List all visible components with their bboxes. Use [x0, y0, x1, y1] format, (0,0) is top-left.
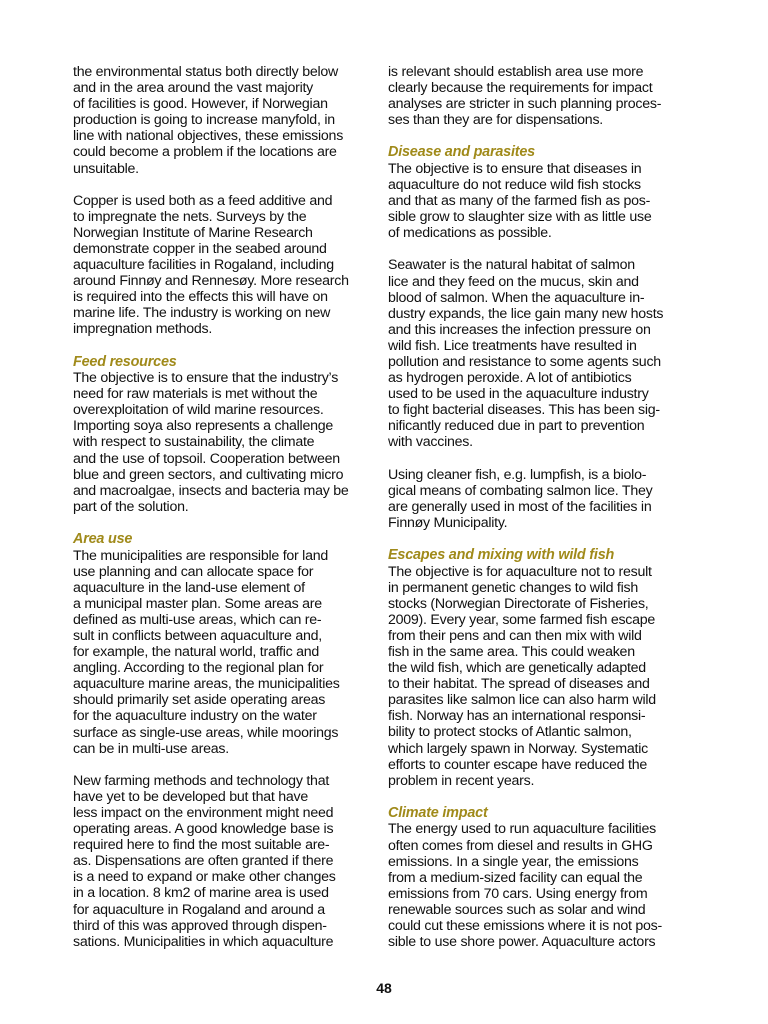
text-line: defined as multi-use areas, which can re-	[73, 611, 322, 628]
text-line: bility to protect stocks of Atlantic salmon,	[388, 724, 632, 741]
text-line: and in the area around the vast majority	[73, 80, 314, 97]
text-line: part of the solution.	[73, 498, 189, 515]
text-line: parasites like salmon lice can also harm wild	[388, 692, 656, 709]
text-line: for aquaculture in Rogaland and around a	[73, 901, 325, 918]
paragraph	[388, 161, 688, 241]
text-line: operating areas. A good knowledge base is	[73, 821, 334, 838]
text-line: 2009). Every year, some farmed fish escape	[388, 611, 656, 628]
text-line: often comes from diesel and results in GHG	[388, 837, 653, 854]
text-line: and the use of topsoil. Cooperation between	[73, 450, 340, 467]
text-line: fish. Norway has an international responsi-	[388, 708, 646, 725]
section-heading-feed-resources: Feed resources	[73, 353, 177, 370]
text-line: could cut these emissions where it is not pos-	[388, 918, 662, 934]
text-line: from a medium-sized facility can equal the	[388, 869, 643, 886]
text-line: to their habitat. The spread of diseases and	[388, 676, 650, 693]
text-line: the wild fish, which are genetically adapted	[388, 660, 646, 677]
text-line: is required into the effects this will have on	[73, 289, 328, 306]
text-line: clearly because the requirements for impact	[388, 80, 653, 97]
text-line: sations. Municipalities in which aquaculture	[73, 933, 334, 950]
text-line: a municipal master plan. Some areas are	[73, 595, 322, 612]
text-line: in permanent genetic changes to wild fish	[388, 579, 639, 596]
text-line: unsuitable.	[73, 160, 139, 177]
text-line: demonstrate copper in the seabed around	[73, 240, 327, 257]
section-heading-escapes-and-mixing: Escapes and mixing with wild fish	[388, 546, 615, 563]
text-line: to impregnate the nets. Surveys by the	[73, 208, 307, 225]
section-heading-disease-and-parasites: Disease and parasites	[388, 144, 535, 161]
text-line: nificantly reduced due in part to prevention	[388, 418, 645, 435]
text-line: is a need to expand or make other changes	[73, 869, 336, 886]
text-line: use planning and can allocate space for	[73, 563, 314, 580]
text-line: can be in multi-use areas.	[73, 740, 229, 757]
text-line: wild fish. Lice treatments have resulted in	[388, 337, 637, 354]
left-column	[73, 64, 373, 950]
text-line: and this increases the infection pressure on	[388, 321, 651, 338]
text-line: Copper is used both as a feed additive and	[73, 192, 333, 209]
text-line: Seawater is the natural habitat of salmon	[388, 257, 635, 274]
text-line: fish in the same area. This could weaken	[388, 644, 635, 660]
text-line: aquaculture do not reduce wild fish stocks	[388, 177, 641, 194]
text-line: less impact on the environment might need	[73, 804, 334, 821]
text-line: and macroalgae, insects and bacteria may be	[73, 482, 349, 499]
text-line: for example, the natural world, traffic and	[73, 644, 320, 661]
paragraph	[73, 64, 373, 177]
page-number: 48	[376, 980, 392, 996]
text-line: need for raw materials is met without the	[73, 386, 318, 403]
text-line: emissions from 70 cars. Using energy from	[388, 885, 648, 902]
text-line: have yet to be developed but that have	[73, 788, 309, 805]
right-column	[388, 64, 688, 950]
text-line: are generally used in most of the facilities in	[388, 498, 652, 515]
text-line: The objective is for aquaculture not to result	[388, 563, 652, 580]
paragraph	[73, 773, 373, 950]
text-line: from their pens and can then mix with wild	[388, 627, 642, 644]
paragraph	[388, 564, 688, 789]
paragraph	[388, 64, 688, 128]
text-line: used to be used in the aquaculture industry	[388, 386, 649, 403]
text-line: The energy used to run aquaculture facilities	[388, 821, 656, 838]
text-line: aquaculture facilities in Rogaland, including	[73, 257, 334, 274]
text-line: renewable sources such as solar and wind	[388, 901, 646, 918]
text-line: pollution and resistance to some agents such	[388, 354, 661, 370]
text-line: in a location. 8 km2 of marine area is used	[73, 885, 329, 902]
paragraph	[388, 257, 688, 450]
text-line: Using cleaner fish, e.g. lumpfish, is a biolo-	[388, 466, 647, 483]
text-line: for the aquaculture industry on the water	[73, 708, 317, 725]
text-line: marine life. The industry is working on new	[73, 305, 331, 322]
text-line: as hydrogen peroxide. A lot of antibiotics	[388, 370, 632, 387]
text-line: efforts to counter escape have reduced the	[388, 756, 647, 773]
text-line: line with national objectives, these emissions	[73, 128, 344, 145]
text-line: production is going to increase manyfold, in	[73, 112, 335, 129]
text-line: which largely spawn in Norway. Systematic	[388, 740, 648, 757]
text-line: and that as many of the farmed fish as pos-	[388, 193, 651, 210]
text-line: blue and green sectors, and cultivating micro	[73, 466, 344, 483]
text-line: should primarily set aside operating areas	[73, 692, 326, 709]
text-line: The municipalities are responsible for land	[73, 547, 329, 564]
text-line: aquaculture in the land-use element of	[73, 579, 305, 596]
text-line: Norwegian Institute of Marine Research	[73, 224, 313, 241]
text-line: could become a problem if the locations are	[73, 144, 337, 161]
text-line: ses than they are for dispensations.	[388, 112, 603, 129]
text-line: is relevant should establish area use more	[388, 64, 644, 80]
paragraph	[388, 467, 688, 531]
paragraph	[73, 548, 373, 757]
text-line: surface as single-use areas, while moorings	[73, 724, 339, 741]
text-line: required here to find the most suitable are-	[73, 837, 330, 854]
text-line: of facilities is good. However, if Norwegian	[73, 96, 328, 113]
text-line: to fight bacterial diseases. This has been sig-	[388, 402, 660, 419]
text-line: impregnation methods.	[73, 321, 213, 338]
text-line: as. Dispensations are often granted if there	[73, 853, 334, 870]
text-line: sult in conflicts between aquaculture and,	[73, 628, 322, 644]
paragraph	[73, 193, 373, 338]
text-line: gical means of combating salmon lice. They	[388, 482, 653, 499]
text-line: the environmental status both directly below	[73, 64, 339, 80]
text-line: analyses are stricter in such planning proces-	[388, 96, 662, 113]
text-line: Importing soya also represents a challenge	[73, 418, 334, 435]
text-line: lice and they feed on the mucus, skin and	[388, 273, 639, 290]
text-line: blood of salmon. When the aquaculture in-	[388, 289, 645, 306]
section-heading-climate-impact: Climate impact	[388, 804, 488, 821]
text-line: angling. According to the regional plan for	[73, 660, 324, 677]
text-line: third of this was approved through dispen-	[73, 917, 327, 934]
text-line: with respect to sustainability, the climate	[73, 434, 315, 451]
text-line: sible to use shore power. Aquaculture actors	[388, 934, 656, 951]
text-line: stocks (Norwegian Directorate of Fisheries,	[388, 595, 649, 612]
text-line: Finnøy Municipality.	[388, 514, 508, 531]
text-line: with vaccines.	[388, 434, 473, 451]
text-line: dustry expands, the lice gain many new hosts	[388, 305, 664, 322]
text-line: overexploitation of wild marine resources.	[73, 402, 324, 419]
section-heading-area-use: Area use	[73, 530, 133, 547]
paragraph	[388, 821, 688, 950]
paragraph	[73, 370, 373, 515]
text-line: of medications as possible.	[388, 225, 552, 242]
text-line: sible grow to slaughter size with as little use	[388, 209, 652, 226]
text-line: aquaculture marine areas, the municipalities	[73, 676, 340, 693]
text-line: New farming methods and technology that	[73, 772, 330, 789]
text-line: The objective is to ensure that diseases in	[388, 160, 642, 177]
text-line: emissions. In a single year, the emissions	[388, 853, 639, 870]
text-line: The objective is to ensure that the industry’s	[73, 370, 339, 387]
text-line: around Finnøy and Rennesøy. More research	[73, 273, 349, 290]
text-line: problem in recent years.	[388, 772, 535, 789]
